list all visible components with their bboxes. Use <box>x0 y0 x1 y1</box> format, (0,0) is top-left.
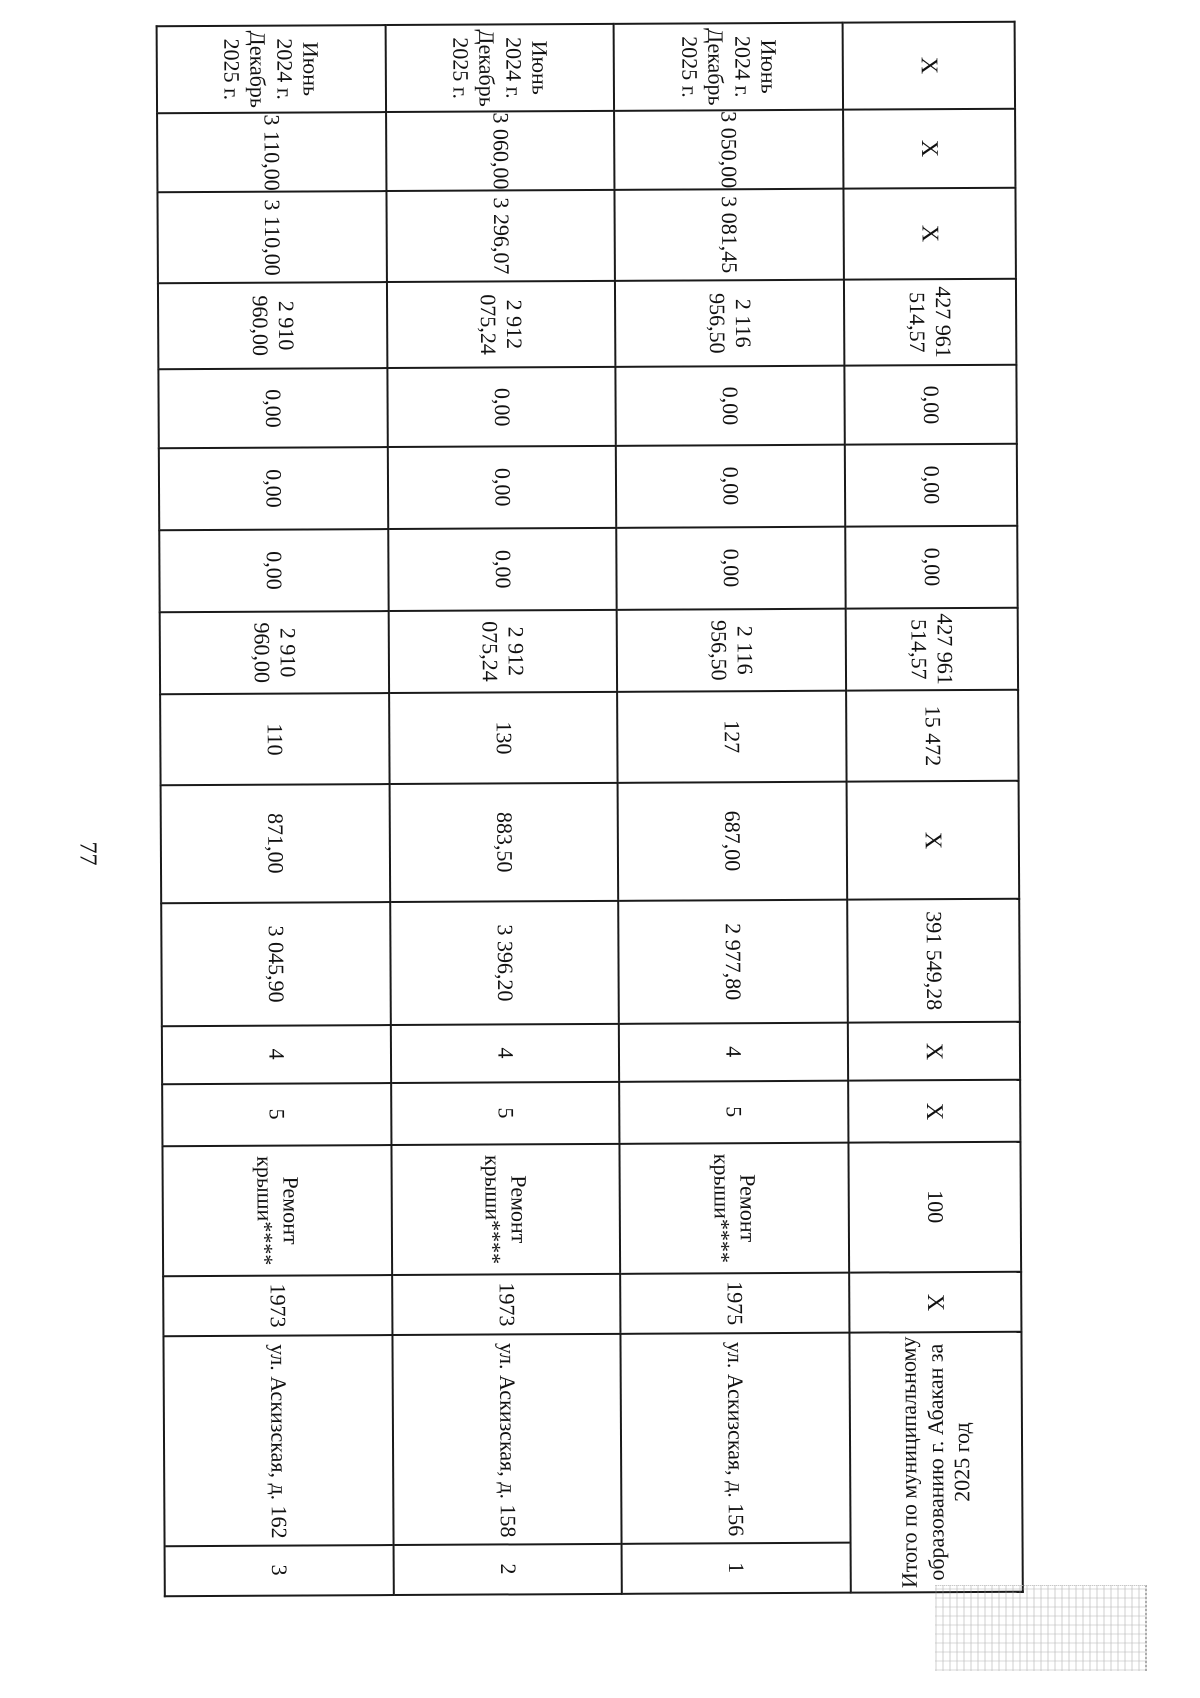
fund-b-cell: 0,00 <box>844 444 1017 527</box>
fund-a-cell: 0,00 <box>159 529 388 612</box>
address-cell <box>392 1334 622 1595</box>
address-text: ул. Аскизская, д. 158 <box>494 1342 521 1538</box>
fund-c-cell: 0,00 <box>387 367 616 447</box>
work-type-cell: Ремонт крыши**** <box>391 1144 620 1275</box>
unit-cost-cell: 3 081,45 <box>614 189 843 281</box>
max-unit-cost-cell: Х <box>843 109 1016 189</box>
table-row <box>385 24 622 1595</box>
c5-cell: Х <box>848 1080 1021 1143</box>
count-cell: 15 472 <box>846 690 1019 782</box>
year-cell: 1973 <box>163 1275 392 1336</box>
rotated-table-container <box>156 28 1024 1597</box>
cost-per-m2-cell: 687,00 <box>618 782 847 901</box>
work-type-cell: Ремонт крыши**** <box>162 1145 391 1276</box>
cost-per-m2-cell: 883,50 <box>389 783 618 902</box>
c5-cell: 5 <box>162 1083 391 1146</box>
year-cell: 1973 <box>392 1274 621 1335</box>
unit-cost-cell: 3 296,07 <box>386 190 615 282</box>
row-number: 2 <box>394 1543 621 1594</box>
table-row <box>614 23 851 1594</box>
count-cell: 130 <box>389 692 618 784</box>
fund-a-cell: 0,00 <box>616 527 845 610</box>
area-cell: 3 045,90 <box>161 902 390 1026</box>
c4-cell: 4 <box>162 1025 391 1084</box>
c4-cell: 4 <box>619 1023 848 1082</box>
page-number: 77 <box>74 841 101 866</box>
owners-funds-cell: 2 116 956,50 <box>615 280 844 367</box>
address-cell <box>620 1333 850 1594</box>
fund-b-cell: 0,00 <box>159 447 388 530</box>
count-cell: 110 <box>160 693 389 785</box>
total-cost-cell: 2 910 960,00 <box>160 611 389 694</box>
address-cell <box>163 1335 393 1596</box>
count-cell: 127 <box>617 691 846 783</box>
period-cell: Июнь 2024 г. Декабрь 2025 г. <box>385 24 614 112</box>
fund-c-cell: 0,00 <box>158 368 387 448</box>
year-cell: 1975 <box>620 1273 849 1334</box>
year-cell: Х <box>849 1272 1022 1333</box>
period-cell: Июнь 2024 г. Декабрь 2025 г. <box>157 25 386 113</box>
fund-c-cell: 0,00 <box>844 365 1017 445</box>
period-cell: Х <box>842 22 1015 110</box>
cost-per-m2-cell: Х <box>846 781 1019 900</box>
area-cell: 2 977,80 <box>618 900 847 1024</box>
total-row <box>842 22 1023 1593</box>
faint-stamp-mark <box>935 1585 1147 1671</box>
owners-funds-cell: 427 961 514,57 <box>843 279 1016 366</box>
table-row <box>157 25 394 1596</box>
table-wrapper <box>156 28 1024 1597</box>
c5-cell: 5 <box>391 1082 620 1145</box>
c4-cell: 4 <box>390 1024 619 1083</box>
row-number: 1 <box>623 1542 850 1593</box>
c5-cell: 5 <box>619 1081 848 1144</box>
fund-a-cell: 0,00 <box>845 526 1018 609</box>
unit-cost-cell: 3 110,00 <box>157 191 386 283</box>
fund-a-cell: 0,00 <box>388 528 617 611</box>
fund-b-cell: 0,00 <box>616 445 845 528</box>
owners-funds-cell: 2 910 960,00 <box>158 282 387 369</box>
owners-funds-cell: 2 912 075,24 <box>386 281 615 368</box>
work-type-cell: Ремонт крыши**** <box>619 1143 848 1274</box>
work-type-cell: 100 <box>848 1142 1021 1273</box>
address-text: ул. Аскизская, д. 156 <box>722 1341 750 1537</box>
max-unit-cost-cell: 3 050,00 <box>614 110 843 190</box>
address-text: ул. Аскизская, д. 162 <box>265 1344 292 1539</box>
c4-cell: Х <box>847 1022 1020 1081</box>
total-cost-cell: 2 912 075,24 <box>388 610 617 693</box>
fund-c-cell: 0,00 <box>615 366 844 446</box>
max-unit-cost-cell: 3 110,00 <box>157 112 386 192</box>
fund-b-cell: 0,00 <box>387 446 616 529</box>
repair-records-table <box>156 21 1024 1597</box>
max-unit-cost-cell: 3 060,00 <box>386 111 615 191</box>
unit-cost-cell: Х <box>843 188 1016 280</box>
period-cell: Июнь 2024 г. Декабрь 2025 г. <box>614 23 843 111</box>
total-cost-cell: 2 116 956,50 <box>617 609 846 692</box>
cost-per-m2-cell: 871,00 <box>161 784 390 903</box>
area-cell: 3 396,20 <box>390 901 619 1025</box>
row-number: 3 <box>166 1544 393 1595</box>
area-cell: 391 549,28 <box>847 899 1020 1023</box>
total-label-cell: Итого по муниципальному образованию г. Абакан за 2025 год <box>849 1332 1023 1593</box>
total-cost-cell: 427 961 514,57 <box>845 608 1018 691</box>
